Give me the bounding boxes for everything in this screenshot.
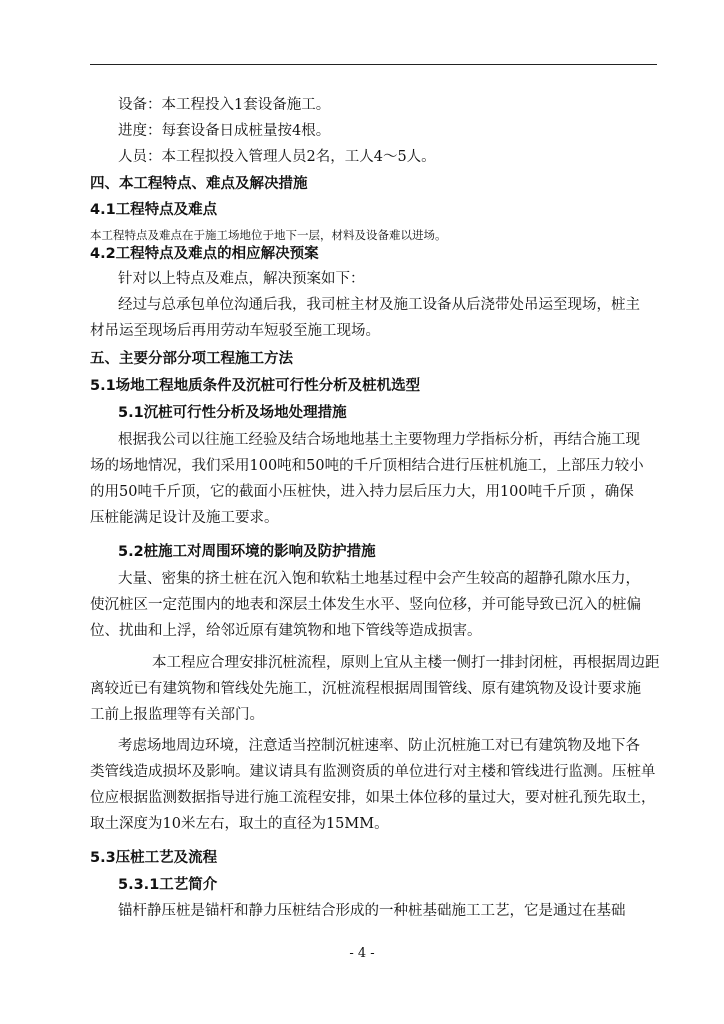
equipment-line: 设备：本工程投入1套设备施工。 xyxy=(118,97,331,113)
section-4-heading: 四、本工程特点、难点及解决措施 xyxy=(90,176,308,192)
section-5-2-para3-line-2: 类管线造成损坏及影响。建议请具有监测资质的单位进行对主楼和管线进行监测。压桩单 xyxy=(90,764,656,780)
section-5-2-para3-line-4: 取土深度为10米左右，取土的直径为15MM。 xyxy=(90,816,389,832)
section-5-2-para2-line-3: 工前上报监理等有关部门。 xyxy=(90,707,264,723)
section-5-1-text-line-2: 场的场地情况，我们采用100吨和50吨的千斤顶相结合进行压桩机施工，上部压力较小 xyxy=(90,458,644,474)
section-4-2-heading: 4.2工程特点及难点的相应解决预案 xyxy=(90,246,319,262)
section-5-2-heading: 5.2桩施工对周围环境的影响及防护措施 xyxy=(118,544,376,560)
section-4-2-intro: 针对以上特点及难点，解决预案如下： xyxy=(118,271,365,287)
section-5-2-para3-line-3: 位应根据监测数据指导进行施工流程安排，如果土体位移的量过大，要对桩孔预先取土， xyxy=(90,790,656,806)
section-5-1-text-line-4: 压桩能满足设计及施工要求。 xyxy=(90,510,279,526)
page-number: - 4 - xyxy=(349,946,375,961)
section-4-1-heading: 4.1工程特点及难点 xyxy=(90,202,218,218)
section-5-2-para2-line-2: 离较近已有建筑物和管线处先施工，沉桩流程根据周围管线、原有建筑物及设计要求施 xyxy=(90,681,641,697)
section-5-2-para1-line-2: 使沉桩区一定范围内的地表和深层土体发生水平、竖向位移，并可能导致已沉入的桩偏 xyxy=(90,597,641,613)
section-5-heading: 五、主要分部分项工程施工方法 xyxy=(90,351,293,367)
section-5-1-text-line-1: 根据我公司以往施工经验及结合场地地基土主要物理力学指标分析，再结合施工现 xyxy=(118,432,640,448)
section-5-2-para2-line-1: 本工程应合理安排沉桩流程，原则上宜从主楼一侧打一排封闭桩，再根据周边距 xyxy=(152,655,660,671)
progress-line: 进度：每套设备日成桩量按4根。 xyxy=(118,123,331,139)
section-5-3-1-heading: 5.3.1工艺简介 xyxy=(118,877,218,893)
section-5-2-para3-line-1: 考虑场地周边环境，注意适当控制沉桩速率、防止沉桩施工对已有建筑物及地下各 xyxy=(118,738,640,754)
section-5-3-1-text: 锚杆静压桩是锚杆和静力压桩结合形成的一种桩基础施工工艺，它是通过在基础 xyxy=(118,903,626,919)
section-5-2-para1-line-3: 位、扰曲和上浮，给邻近原有建筑物和地下管线等造成损害。 xyxy=(90,623,482,639)
section-5-2-para1-line-1: 大量、密集的挤土桩在沉入饱和软粘土地基过程中会产生较高的超静孔隙水压力， xyxy=(118,571,640,587)
header-rule xyxy=(90,64,657,65)
section-5-1-subheading: 5.1沉桩可行性分析及场地处理措施 xyxy=(118,405,347,421)
section-5-1-heading: 5.1场地工程地质条件及沉桩可行性分析及桩机选型 xyxy=(90,378,421,394)
section-5-1-text-line-3: 的用50吨千斤顶，它的截面小压桩快，进入持力层后压力大，用100吨千斤顶 ，确保 xyxy=(90,484,634,500)
personnel-line: 人员：本工程拟投入管理人员2名，工人4～5人。 xyxy=(118,149,436,165)
section-4-1-text: 本工程特点及难点在于施工场地位于地下一层，材料及设备难以进场。 xyxy=(90,228,447,242)
section-4-2-text-line-1: 经过与总承包单位沟通后我，我司桩主材及施工设备从后浇带处吊运至现场，桩主 xyxy=(118,297,640,313)
section-4-2-text-line-2: 材吊运至现场后再用劳动车短驳至施工现场。 xyxy=(90,323,380,339)
section-5-3-heading: 5.3压桩工艺及流程 xyxy=(90,850,218,866)
